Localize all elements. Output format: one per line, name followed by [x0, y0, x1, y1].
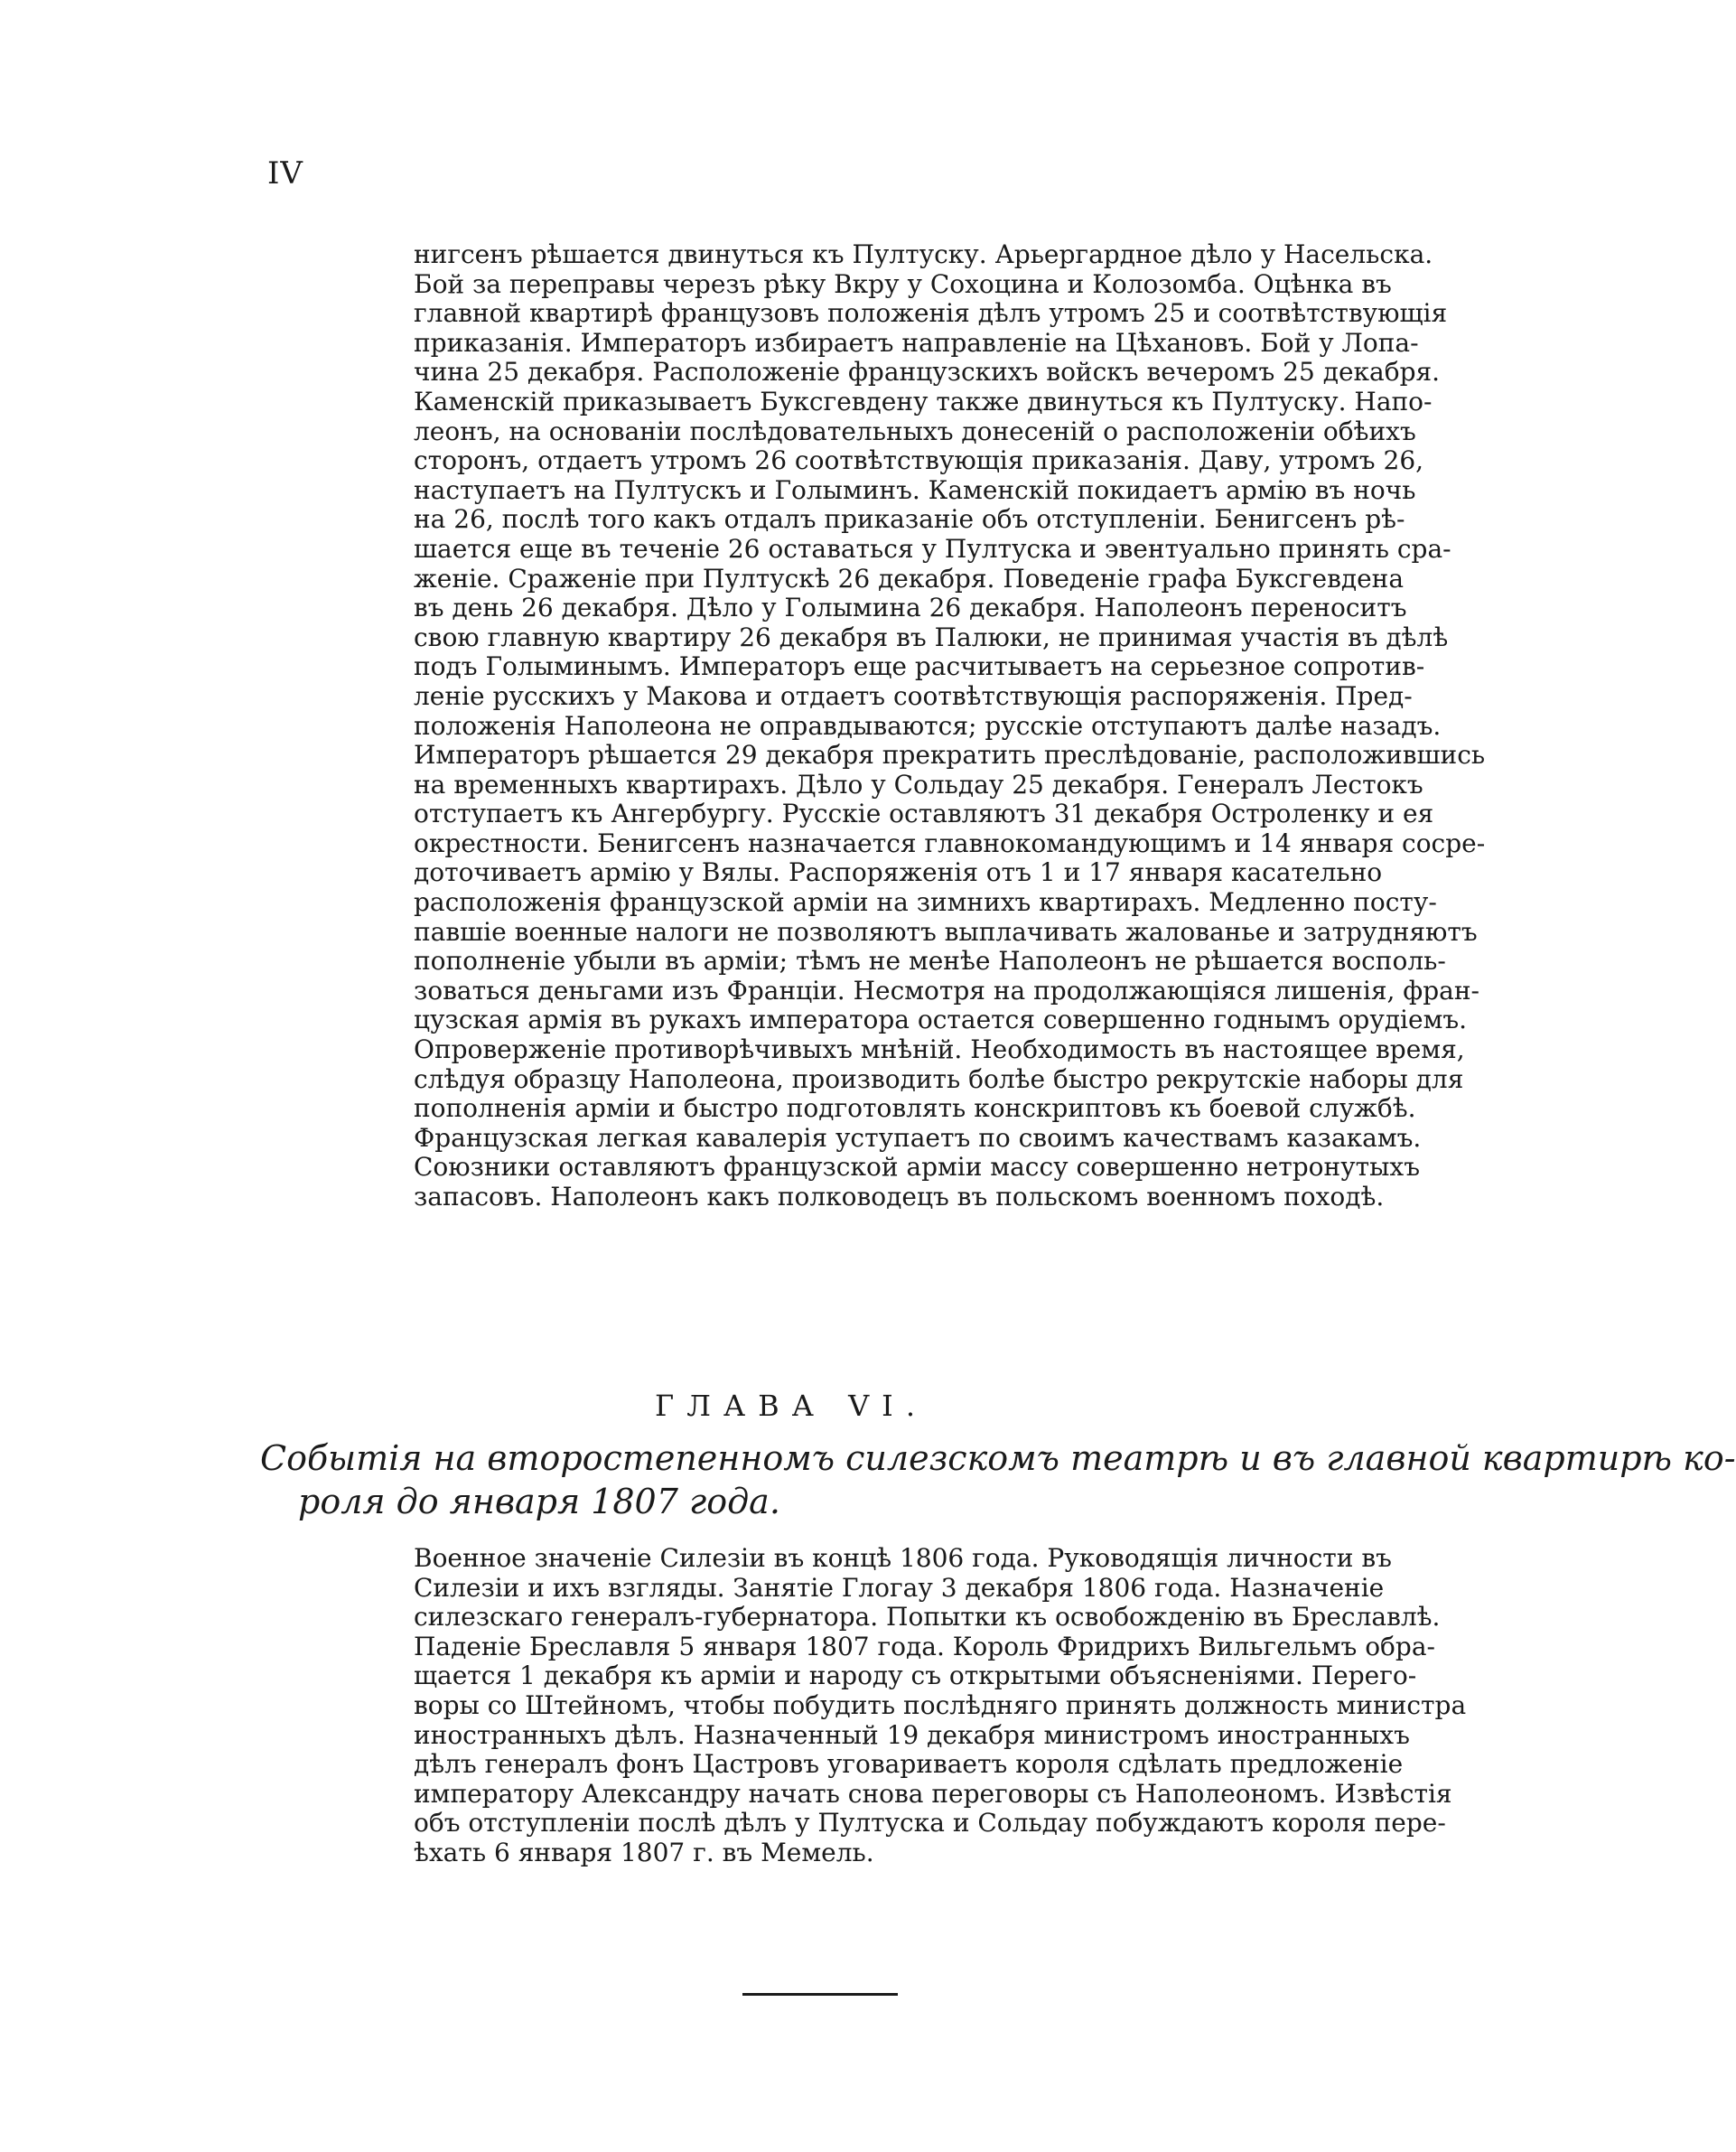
- summary-line: Паденіе Бреславля 5 января 1807 года. Король Фридрихъ Вильгельмъ обра-: [414, 1631, 1435, 1661]
- summary-line: шается еще въ теченіе 26 оставаться у Пултуска и эвентуально принять сра-: [414, 533, 1451, 564]
- summary-line: Военное значеніе Силезіи въ концѣ 1806 года. Руководящія личности въ: [414, 1543, 1392, 1573]
- summary-line: отступаетъ къ Ангербургу. Русскіе оставляютъ 31 декабря Остроленку и ея: [414, 799, 1434, 829]
- summary-line: дѣлъ генералъ фонъ Цастровъ уговариваетъ короля сдѣлать предложеніе: [414, 1749, 1404, 1780]
- summary-line: запасовъ. Наполеонъ какъ полководецъ въ польскомъ военномъ походѣ.: [414, 1182, 1385, 1212]
- summary-line: цузская армія въ рукахъ императора остается совершенно годнымъ орудіемъ.: [414, 1005, 1468, 1035]
- summary-line: воры со Штейномъ, чтобы побудить послѣдняго принять должность министра: [414, 1689, 1467, 1720]
- summary-line: сторонъ, отдаетъ утромъ 26 соотвѣтствующія приказанія. Даву, утромъ 26,: [414, 445, 1424, 476]
- summary-line: подъ Голыминымъ. Императоръ еще расчитываетъ на серьезное сопротив-: [414, 651, 1425, 682]
- summary-line: Силезіи и ихъ взгляды. Занятіе Глогау 3 декабря 1806 года. Назначеніе: [414, 1572, 1385, 1603]
- summary-line: щается 1 декабря къ арміи и народу съ открытыми объясненіями. Перего-: [414, 1661, 1417, 1691]
- summary-line: Французская легкая кавалерія уступаетъ по своимъ качествамъ казакамъ.: [414, 1122, 1422, 1153]
- summary-line: приказанія. Императоръ избираетъ направленіе на Цѣхановъ. Бой у Лопа-: [414, 327, 1419, 358]
- chapter-title: [260, 1436, 1736, 1523]
- summary-line: положенія Наполеона не оправдываются; русскіе отступаютъ далѣе назадъ.: [414, 710, 1442, 741]
- summary-line: свою главную квартиру 26 декабря въ Палюки, не принимая участія въ дѣлѣ: [414, 622, 1449, 652]
- summary-line: доточиваетъ армію у Вялы. Распоряженія отъ 1 и 17 января касательно: [414, 857, 1383, 888]
- summary-line: пополненія арміи и быстро подготовлять конскриптовъ къ боевой службѣ.: [414, 1093, 1416, 1124]
- summary-line: на 26, послѣ того какъ отдалъ приказаніе объ отступленіи. Бенигсенъ рѣ-: [414, 504, 1405, 535]
- summary-line: пополненіе убыли въ арміи; тѣмъ не менѣе Наполеонъ не рѣшается восполь-: [414, 946, 1446, 977]
- summary-line: въ день 26 декабря. Дѣло у Голымина 26 декабря. Наполеонъ переноситъ: [414, 593, 1407, 623]
- summary-line: главной квартирѣ французовъ положенія дѣлъ утромъ 25 и соотвѣтствующія: [414, 298, 1448, 329]
- summary-line: наступаетъ на Пултускъ и Голыминъ. Каменскій покидаетъ армію въ ночь: [414, 474, 1416, 505]
- summary-line: иностранныхъ дѣлъ. Назначенный 19 декабря министромъ иностранныхъ: [414, 1719, 1410, 1750]
- summary-line: Опроверженіе противорѣчивыхъ мнѣній. Необходимость въ настоящее время,: [414, 1034, 1465, 1065]
- summary-line: леніе русскихъ у Макова и отдаетъ соотвѣтствующія распоряженія. Пред-: [414, 680, 1413, 711]
- summary-line: женіе. Сраженіе при Пултускѣ 26 декабря. Поведеніе графа Буксгевдена: [414, 563, 1405, 594]
- summary-line: окрестности. Бенигсенъ назначается главнокомандующимъ и 14 января сосре-: [414, 828, 1486, 858]
- end-rule-divider: [742, 1993, 898, 1996]
- summary-line: зоваться деньгами изъ Франціи. Несмотря на продолжающіяся лишенія, фран-: [414, 975, 1479, 1006]
- page-number: IV: [267, 155, 303, 192]
- summary-line: Каменскій приказываетъ Буксгевдену также двинуться къ Пултуску. Напо-: [414, 386, 1433, 416]
- summary-line: расположенія французской арміи на зимнихъ квартирахъ. Медленно посту-: [414, 887, 1437, 918]
- summary-line: леонъ, на основаніи послѣдовательныхъ донесеній о расположеніи обѣихъ: [414, 416, 1416, 446]
- chapter-title-line: роля до января 1807 года.: [298, 1482, 780, 1521]
- summary-line: объ отступленіи послѣ дѣлъ у Пултуска и Сольдау побуждаютъ короля пере-: [414, 1808, 1446, 1839]
- summary-line: Союзники оставляютъ французской арміи массу совершенно нетронутыхъ: [414, 1152, 1421, 1183]
- summary-line: ѣхать 6 января 1807 г. въ Мемель.: [414, 1837, 874, 1867]
- summary-line: слѣдуя образцу Наполеона, производить болѣе быстро рекрутскіе наборы для: [414, 1063, 1464, 1094]
- chapter-title-line: Событія на второстепенномъ силезскомъ театрѣ и въ главной квартирѣ ко-: [260, 1438, 1736, 1478]
- summary-line: нигсенъ рѣшается двинуться къ Пултуску. Арьергардное дѣло у Насельска.: [414, 239, 1433, 269]
- chapter-heading: [0, 1389, 1575, 1423]
- chapter-5-summary: [414, 239, 1486, 1212]
- summary-line: чина 25 декабря. Расположеніе французскихъ войскъ вечеромъ 25 декабря.: [414, 357, 1441, 388]
- chapter-6-summary: [414, 1543, 1467, 1868]
- summary-line: на временныхъ квартирахъ. Дѣло у Сольдау 25 декабря. Генералъ Лестокъ: [414, 769, 1423, 800]
- summary-line: павшіе военные налоги не позволяютъ выплачивать жалованье и затрудняютъ: [414, 916, 1478, 947]
- summary-line: Бой за переправы черезъ рѣку Вкру у Сохоцина и Колозомба. Оцѣнка въ: [414, 268, 1392, 299]
- summary-line: силезскаго генералъ-губернатора. Попытки къ освобожденію въ Бреславлѣ.: [414, 1602, 1441, 1633]
- summary-line: императору Александру начать снова переговоры съ Наполеономъ. Извѣстія: [414, 1778, 1452, 1809]
- summary-line: Императоръ рѣшается 29 декабря прекратить преслѣдованіе, расположившись: [414, 740, 1486, 771]
- chapter-heading-text: ГЛАВА VI.: [655, 1389, 928, 1423]
